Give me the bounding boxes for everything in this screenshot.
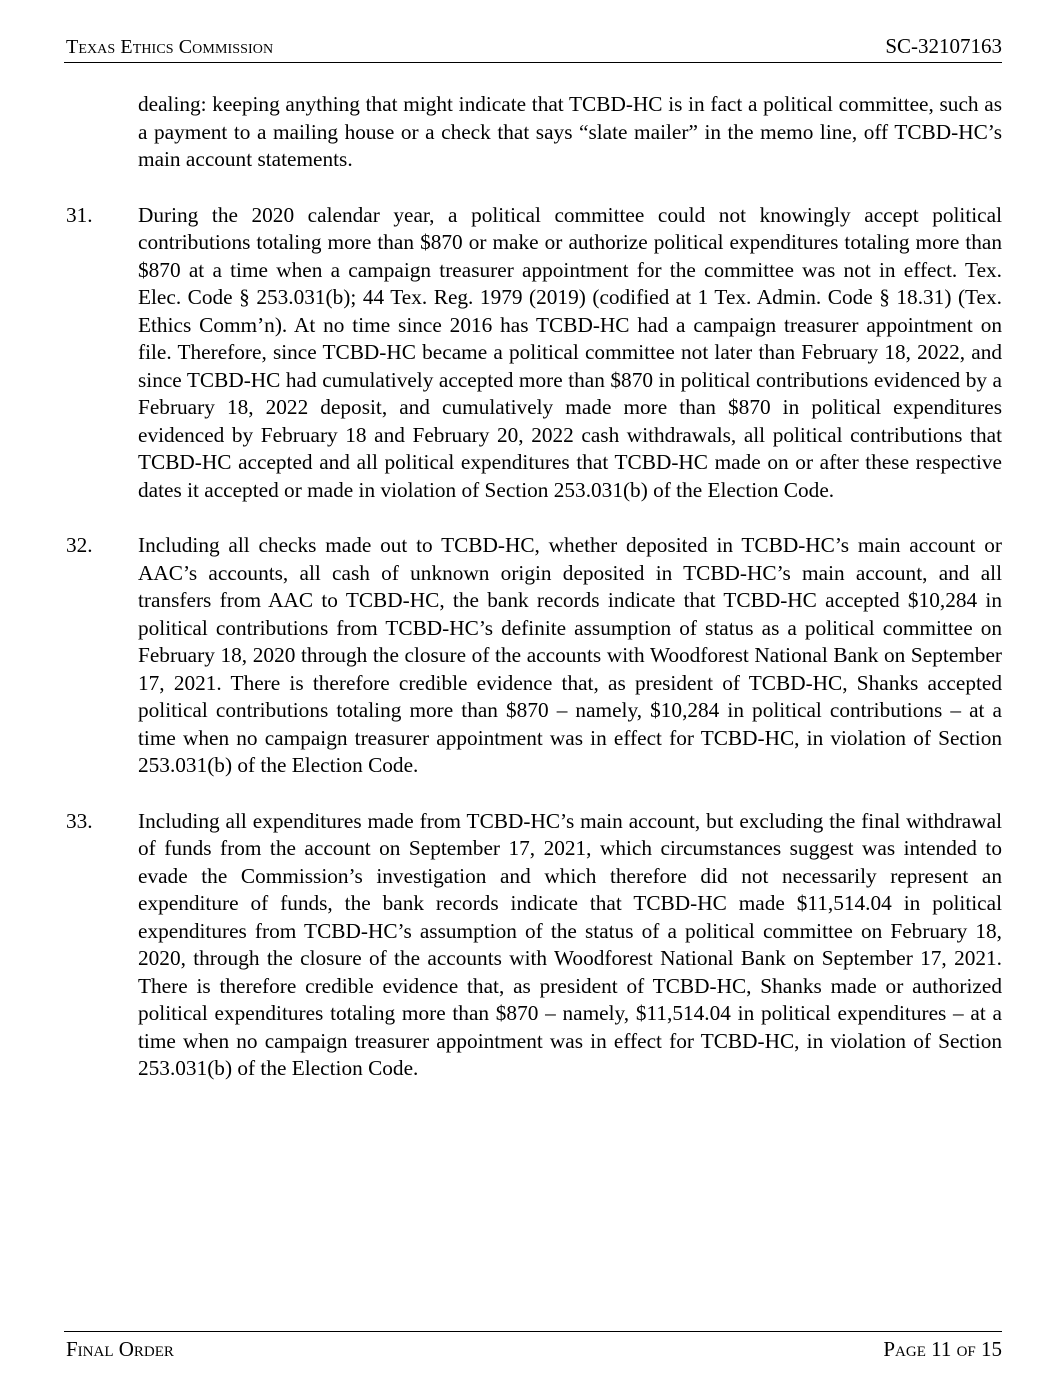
paragraph-text: Including all expenditures made from TCBD-HC’s main account, but excluding the final withdrawal of funds from the account on September 17, 2021, which circumstances suggest was intended to evade the Commission’s investigation and which therefore did not necessarily represent an expenditure of funds, the bank records indicate that TCBD-HC made $11,514.04 in political expenditures from TCBD-HC’s assumption of the status of a political committee on February 18, 2020, through the closure of the accounts with Woodforest National Bank on September 17, 2021. There is therefore credible evidence that, as president of TCBD-HC, Shanks made or authorized political expenditures totaling more than $870 – namely, $11,514.04 in political expenditures – at a time when no campaign treasurer appointment was in effect for TCBD-HC, in violation of Section 253.031(b) of the Election Code. <box>138 808 1002 1080</box>
footer-document-type: Final Order <box>66 1337 174 1361</box>
paragraph-32 <box>66 532 1002 780</box>
header-case-number: SC-32107163 <box>885 34 1002 58</box>
page-header <box>64 34 1002 63</box>
footer-page-number: Page 11 of 15 <box>883 1337 1002 1361</box>
header-commission-name: Texas Ethics Commission <box>66 36 274 58</box>
document-body <box>66 91 1002 1083</box>
paragraph-number: 33. <box>66 808 93 833</box>
paragraph-text: Including all checks made out to TCBD-HC, whether deposited in TCBD-HC’s main account or AAC’s accounts, all cash of unknown origin deposited in TCBD-HC’s main account, and all transfers from AAC to TCBD-HC, the bank records indicate that TCBD-HC accepted $10,284 in political contributions from TCBD-HC’s definite assumption of status as a political committee on February 18, 2020 through the closure of the accounts with Woodforest National Bank on September 17, 2021. There is therefore credible evidence that, as president of TCBD-HC, Shanks accepted political contributions totaling more than $870 – namely, $10,284 in political contributions – at a time when no campaign treasurer appointment was in effect for TCBD-HC, in violation of Section 253.031(b) of the Election Code. <box>138 533 1002 777</box>
continued-paragraph <box>66 91 1002 174</box>
continued-paragraph-text: dealing: keeping anything that might indicate that TCBD-HC is in fact a political committee, such as a payment to a mailing house or a check that says “slate mailer” in the memo line, off TCBD-HC’s main account statements. <box>138 92 1002 171</box>
page-footer <box>64 1331 1002 1364</box>
paragraph-31 <box>66 202 1002 505</box>
paragraph-number: 31. <box>66 202 93 227</box>
paragraph-text: During the 2020 calendar year, a political committee could not knowingly accept political contributions totaling more than $870 or make or authorize political expenditures totaling more than $870 at a time when a campaign treasurer appointment for the committee was not in effect. Tex. Elec. Code § 253.031(b); 44 Tex. Reg. 1979 (2019) (codified at 1 Tex. Admin. Code § 18.31) (Tex. Ethics Comm’n). At no time since 2016 has TCBD-HC had a campaign treasurer appointment on file. Therefore, since TCBD-HC became a political committee not later than February 18, 2022, and since TCBD-HC had cumulatively accepted more than $870 in political contributions evidenced by a February 18, 2022 deposit, and cumulatively made more than $870 in political expenditures evidenced by February 18 and February 20, 2022 cash withdrawals, all political contributions that TCBD-HC accepted and all political expenditures that TCBD-HC made on or after these respective dates it accepted or made in violation of Section 253.031(b) of the Election Code. <box>138 202 1002 502</box>
paragraph-33 <box>66 808 1002 1083</box>
paragraph-number: 32. <box>66 533 93 557</box>
